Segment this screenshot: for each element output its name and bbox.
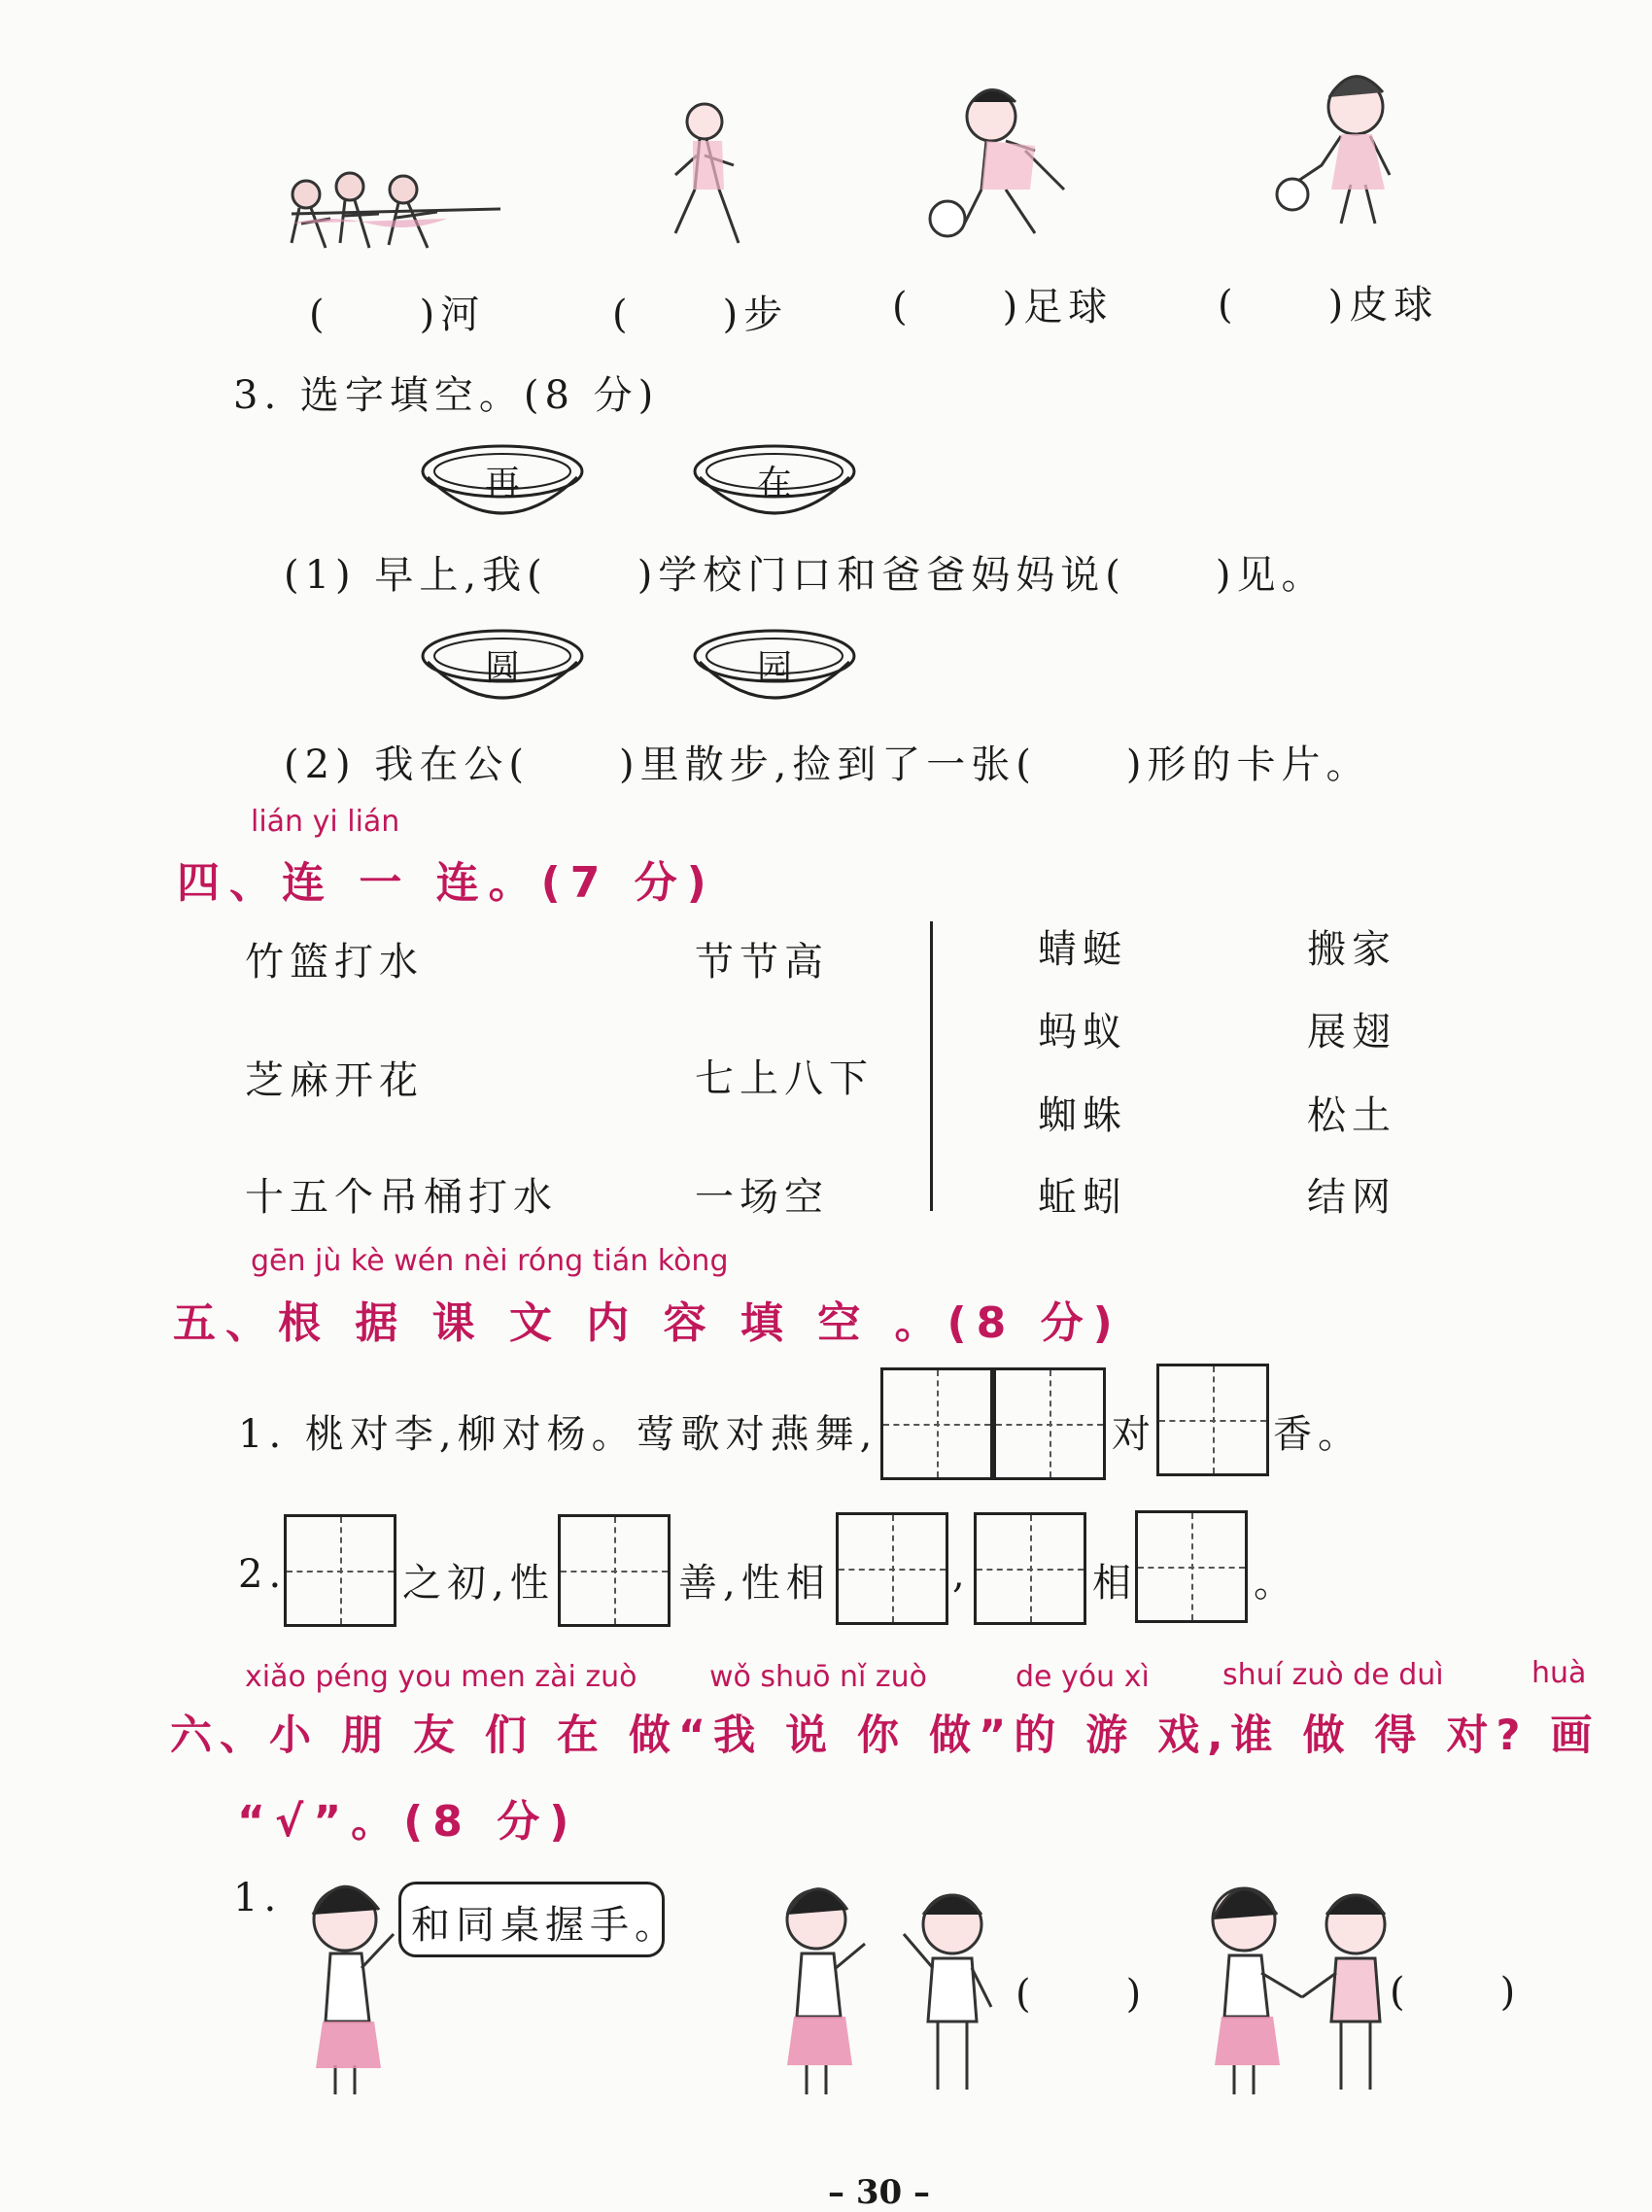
caption-football: ( )足球 — [892, 285, 1114, 329]
tian-grid-box[interactable] — [1135, 1510, 1248, 1623]
section5-pinyin: gēn jù kè wén nèi róng tián kòng — [251, 1244, 729, 1278]
section5-line2-text-b: 善,性相 — [678, 1561, 831, 1606]
match-action: 展翅 — [1307, 1010, 1396, 1054]
section6-item-number: 1. — [233, 1876, 283, 1920]
section5-line2-text-d: 相 — [1092, 1561, 1137, 1606]
section5-line2-number: 2. — [238, 1552, 288, 1597]
match-insect: 蜘蛛 — [1038, 1093, 1127, 1138]
section6-heading-line1: 六、小 朋 友 们 在 做“我 说 你 做”的 游 戏,谁 做 得 对? 画 — [170, 1711, 1600, 1760]
bowl-yuan-garden — [692, 627, 857, 705]
section6-pinyin-4: shuí zuò de duì — [1222, 1658, 1444, 1692]
tian-grid-box[interactable] — [974, 1512, 1086, 1625]
caption-bu: ( )步 — [612, 293, 789, 337]
match-left-answer: 节节高 — [695, 940, 829, 985]
tian-grid-box[interactable] — [880, 1367, 993, 1480]
section5-line1-end: 香。 — [1273, 1412, 1362, 1457]
speech-text: 和同桌握手。 — [411, 1903, 679, 1948]
section6-heading-line2: “√”。(8 分) — [237, 1797, 579, 1847]
section6-pinyin-3: de yóu xì — [1015, 1660, 1150, 1694]
match-insect: 蚂蚁 — [1038, 1010, 1127, 1054]
children-waving-illustration — [758, 1876, 1011, 2109]
running-boy-illustration — [646, 97, 763, 253]
bowl-zai-at — [692, 442, 857, 520]
match-left-item: 芝麻开花 — [245, 1058, 424, 1103]
section5-heading: 五、根 据 课 文 内 容 填 空 。(8 分) — [173, 1298, 1122, 1348]
children-handshake-illustration — [1186, 1876, 1419, 2109]
speech-bubble — [398, 1882, 679, 1957]
answer-blank-2[interactable]: ( ) — [1390, 1970, 1522, 2015]
tian-grid-box[interactable] — [284, 1514, 396, 1627]
q3-title: 3. 选字填空。(8 分) — [233, 373, 660, 418]
football-boy-illustration — [918, 83, 1093, 248]
section4-pinyin: lián yi lián — [251, 805, 400, 839]
ball-girl-illustration — [1263, 68, 1428, 243]
tian-grid-box[interactable] — [558, 1514, 671, 1627]
caption-he: ( )河 — [309, 293, 486, 337]
match-action: 松土 — [1307, 1093, 1396, 1138]
bowl-char: 园 — [756, 648, 792, 688]
caption-rubber-ball: ( )皮球 — [1218, 283, 1439, 328]
section5-line2-text-a: 之初,性 — [402, 1561, 555, 1606]
bowl-zai-again — [420, 442, 585, 520]
section6-pinyin-2: wǒ shuō nǐ zuò — [709, 1660, 927, 1694]
section5-line2-comma: , — [952, 1552, 971, 1597]
q3-sentence-1: (1) 早上,我( )学校门口和爸爸妈妈说( )见。 — [284, 553, 1326, 598]
tian-grid-box[interactable] — [836, 1512, 948, 1625]
match-left-item: 竹篮打水 — [245, 940, 424, 985]
match-left-item: 十五个吊桶打水 — [245, 1175, 558, 1220]
match-insect: 蚯蚓 — [1038, 1175, 1127, 1220]
section6-pinyin-1: xiǎo péng you men zài zuò — [245, 1660, 637, 1694]
bowl-char: 在 — [756, 464, 792, 503]
tian-grid-box[interactable] — [1156, 1364, 1269, 1476]
page-number: – 30 – — [828, 2173, 930, 2212]
match-action: 搬家 — [1307, 927, 1396, 972]
match-insect: 蜻蜓 — [1038, 927, 1127, 972]
match-action: 结网 — [1307, 1175, 1396, 1220]
section4-heading: 四、连 一 连。(7 分) — [177, 858, 716, 908]
section6-pinyin-5: huà — [1532, 1656, 1587, 1690]
match-left-answer: 一场空 — [695, 1175, 829, 1220]
match-left-answer: 七上八下 — [695, 1056, 874, 1101]
section5-line1-mid: 对 — [1112, 1412, 1156, 1457]
bowl-char: 再 — [484, 464, 520, 503]
bowl-char: 圆 — [484, 648, 520, 688]
section5-line2-end: 。 — [1254, 1561, 1298, 1606]
tian-grid-box[interactable] — [993, 1367, 1106, 1480]
bowl-yuan-round — [420, 627, 585, 705]
section5-line1-start: 1. 桃对李,柳对杨。莺歌对燕舞, — [238, 1412, 878, 1457]
answer-blank-1[interactable]: ( ) — [1015, 1972, 1148, 2017]
tug-of-war-illustration — [272, 156, 505, 262]
q3-sentence-2: (2) 我在公( )里散步,捡到了一张( )形的卡片。 — [284, 743, 1371, 787]
column-divider — [930, 921, 933, 1211]
